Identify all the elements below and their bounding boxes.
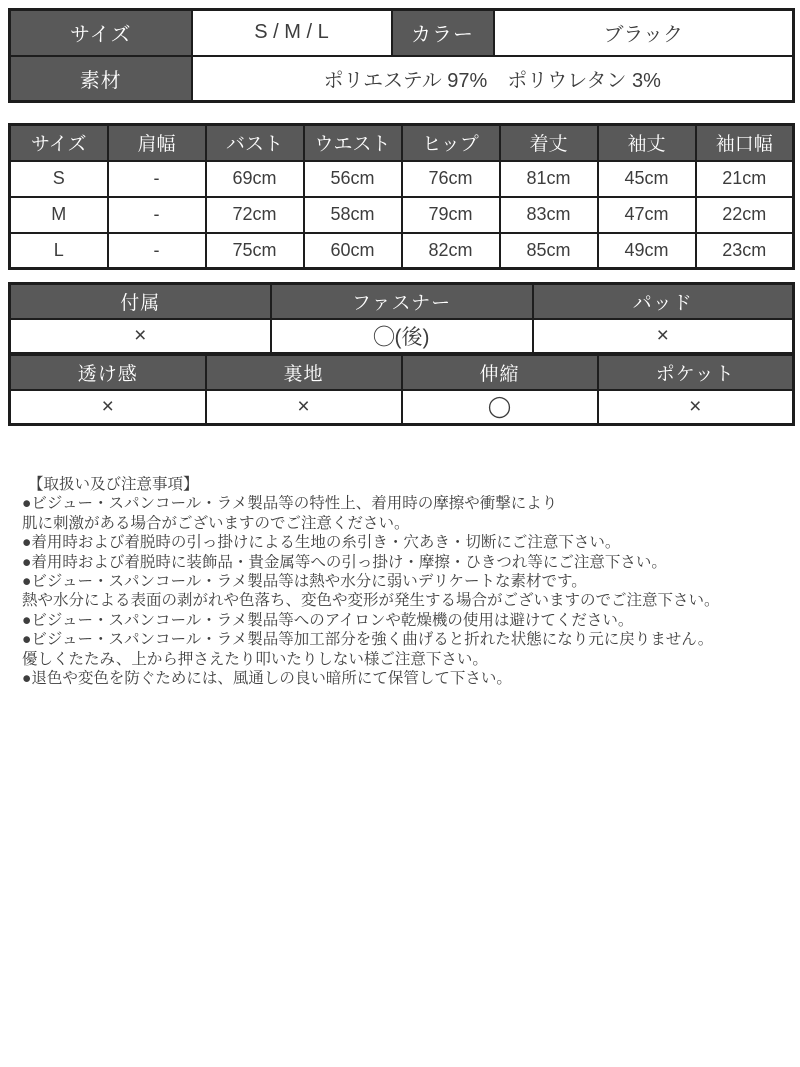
col-header-sleeve: 袖丈: [598, 125, 696, 161]
features2-header-row: [10, 355, 794, 390]
cell: 69cm: [206, 161, 304, 197]
cell: 75cm: [206, 233, 304, 269]
features1-value-row: [10, 319, 794, 354]
col-header-cuff: 袖口幅: [696, 125, 794, 161]
cell: 21cm: [696, 161, 794, 197]
pocket-label: ポケット: [598, 355, 794, 390]
care-notes: [22, 475, 780, 688]
size-color-row: [10, 10, 794, 56]
size-color-material-table: [8, 8, 795, 103]
zipper-label: ファスナー: [271, 284, 533, 319]
material-label: 素材: [10, 56, 192, 102]
care-note-line: 優しくたたみ、上から押さえたり叩いたりしない様ご注意下さい。: [22, 650, 488, 668]
lining-value: ×: [206, 390, 402, 425]
features1-header-row: [10, 284, 794, 319]
cell: L: [10, 233, 108, 269]
stretch-label: 伸縮: [402, 355, 598, 390]
care-note-line: ●退色や変色を防ぐためには、風通しの良い暗所にて保管して下さい。: [22, 670, 512, 688]
color-label: カラー: [392, 10, 494, 56]
measurements-row-l: [10, 233, 794, 269]
cell: 83cm: [500, 197, 598, 233]
pocket-value: ×: [598, 390, 794, 425]
stretch-value: ◯: [402, 390, 598, 425]
accessory-label: 付属: [10, 284, 271, 319]
size-value: S / M / L: [192, 10, 392, 56]
sheer-value: ×: [10, 390, 206, 425]
col-header-bust: バスト: [206, 125, 304, 161]
cell: 82cm: [402, 233, 500, 269]
col-header-length: 着丈: [500, 125, 598, 161]
care-note-line: ●ビジュー・スパンコール・ラメ製品等の特性上、着用時の摩擦や衝撃により: [22, 495, 558, 513]
measurements-table: [8, 123, 795, 270]
cell: S: [10, 161, 108, 197]
cell: 58cm: [304, 197, 402, 233]
cell: 72cm: [206, 197, 304, 233]
material-value: ポリエステル 97% ポリウレタン 3%: [192, 56, 794, 102]
features2-value-row: [10, 390, 794, 425]
cell: 47cm: [598, 197, 696, 233]
cell: 45cm: [598, 161, 696, 197]
cell: 85cm: [500, 233, 598, 269]
measurements-row-m: [10, 197, 794, 233]
measurements-row-s: [10, 161, 794, 197]
care-note-line: ●ビジュー・スパンコール・ラメ製品等は熱や水分に弱いデリケートな素材です。: [22, 573, 587, 591]
cell: 23cm: [696, 233, 794, 269]
care-note-line: ●ビジュー・スパンコール・ラメ製品等へのアイロンや乾燥機の使用は避けてください。: [22, 611, 634, 629]
cell: 81cm: [500, 161, 598, 197]
cell: -: [108, 161, 206, 197]
cell: M: [10, 197, 108, 233]
sheer-label: 透け感: [10, 355, 206, 390]
cell: 60cm: [304, 233, 402, 269]
material-row: [10, 56, 794, 102]
pad-value: ×: [533, 319, 794, 354]
measurements-header-row: [10, 125, 794, 161]
size-label: サイズ: [10, 10, 192, 56]
care-note-line: ●着用時および着脱時に装飾品・貴金属等への引っ掛け・摩擦・ひきつれ等にご注意下さい。: [22, 553, 667, 571]
cell: 49cm: [598, 233, 696, 269]
col-header-size: サイズ: [10, 125, 108, 161]
lining-label: 裏地: [206, 355, 402, 390]
cell: 79cm: [402, 197, 500, 233]
cell: -: [108, 197, 206, 233]
accessory-value: ×: [10, 319, 271, 354]
cell: 22cm: [696, 197, 794, 233]
care-note-line: 肌に刺激がある場合がございますのでご注意ください。: [22, 514, 410, 532]
care-note-line: ●着用時および着脱時の引っ掛けによる生地の糸引き・穴あき・切断にご注意下さい。: [22, 534, 621, 552]
zipper-value: ◯(後): [271, 319, 533, 354]
col-header-shoulder: 肩幅: [108, 125, 206, 161]
col-header-hip: ヒップ: [402, 125, 500, 161]
features-table-1: [8, 282, 795, 355]
cell: 76cm: [402, 161, 500, 197]
cell: 56cm: [304, 161, 402, 197]
features-table-2: [8, 353, 795, 426]
col-header-waist: ウエスト: [304, 125, 402, 161]
care-notes-title: 【取扱い及び注意事項】: [28, 476, 199, 493]
pad-label: パッド: [533, 284, 794, 319]
color-value: ブラック: [494, 10, 794, 56]
care-note-line: ●ビジュー・スパンコール・ラメ製品等加工部分を強く曲げると折れた状態になり元に戻りません。: [22, 631, 714, 649]
care-note-line: 熱や水分による表面の剥がれや色落ち、変色や変形が発生する場合がございますのでご注意下さい。: [22, 592, 720, 610]
cell: -: [108, 233, 206, 269]
